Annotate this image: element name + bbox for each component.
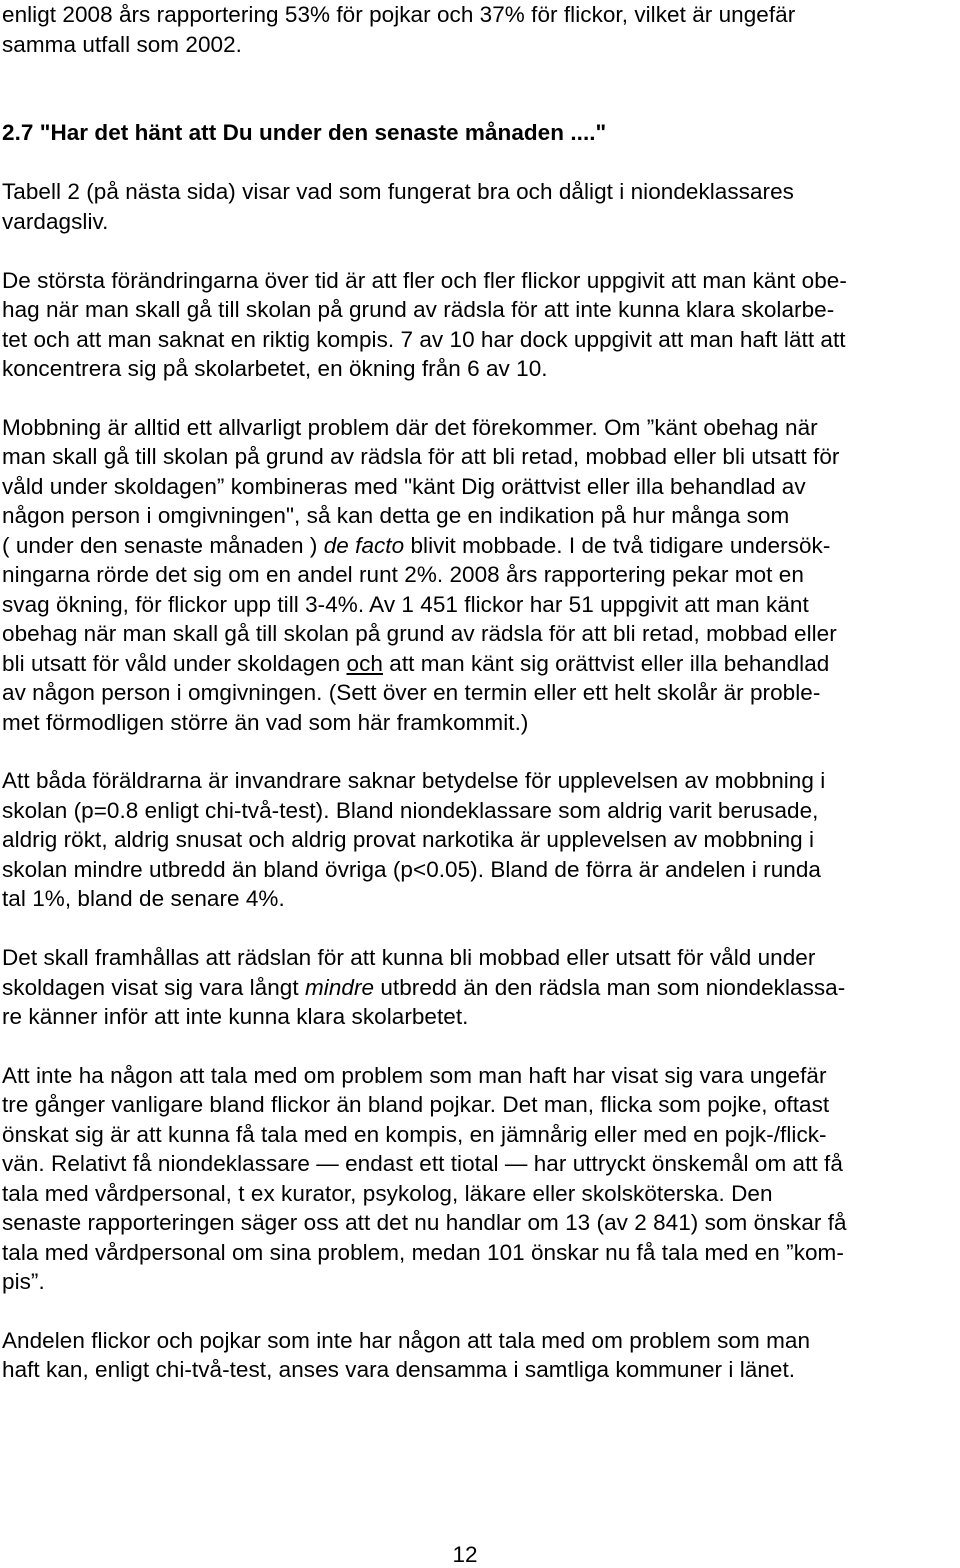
text-line: önskat sig är att kunna få tala med en kompis, en jämnårig eller med en pojk-/flick- [2, 1122, 827, 1147]
text-line: aldrig rökt, aldrig snusat och aldrig provat narkotika är upplevelsen av mobbning i [2, 827, 815, 852]
text-line: koncentrera sig på skolarbetet, en ökning från 6 av 10. [2, 356, 548, 381]
text-line: Att båda föräldrarna är invandrare saknar betydelse för upplevelsen av mobbning i [2, 768, 826, 793]
text-line: hag när man skall gå till skolan på grund av rädsla för att inte kunna klara skolarbe- [2, 297, 835, 322]
text-line: tala med vårdpersonal om sina problem, medan 101 önskar nu få tala med en ”kom- [2, 1240, 844, 1265]
text-line: våld under skoldagen” kombineras med "känt Dig orättvist eller illa behandlad av [2, 474, 806, 499]
text-line: vardagsliv. [2, 209, 109, 234]
text-line: tet och att man saknat en riktig kompis. 7 av 10 har dock uppgivit att man haft lätt att [2, 327, 846, 352]
text-run: skoldagen visat sig vara långt [2, 975, 305, 1000]
text-line: pis”. [2, 1269, 45, 1294]
italic-term: mindre [304, 975, 375, 1000]
text-line [2, 649, 829, 679]
section-heading: 2.7 "Har det hänt att Du under den senaste månaden ...." [2, 120, 607, 145]
text-run: bli utsatt för våld under skoldagen [2, 651, 347, 676]
text-line: någon person i omgivningen", så kan detta ge en indikation på hur många som [2, 503, 790, 528]
text-line [2, 531, 830, 561]
text-line: obehag när man skall gå till skolan på grund av rädsla för att bli retad, mobbad eller [2, 621, 837, 646]
text-run: blivit mobbade. I de två tidigare undersök- [404, 533, 831, 558]
text-line [2, 973, 845, 1003]
text-line: man skall gå till skolan på grund av rädsla för att bli retad, mobbad eller bli utsatt för [2, 444, 840, 469]
text-line: samma utfall som 2002. [2, 32, 242, 57]
underlined-word: och [346, 651, 383, 676]
text-line: vän. Relativt få niondeklassare — endast ett tiotal — har uttryckt önskemål om att få [2, 1151, 843, 1176]
text-line: svag ökning, för flickor upp till 3-4%. Av 1 451 flickor har 51 uppgivit att man känt [2, 592, 809, 617]
text-line: enligt 2008 års rapportering 53% för pojkar och 37% för flickor, vilket är ungefär [2, 2, 796, 27]
text-line: tala med vårdpersonal, t ex kurator, psykolog, läkare eller skolsköterska. Den [2, 1181, 773, 1206]
page-number: 12 [452, 1542, 478, 1567]
text-line: haft kan, enligt chi-två-test, anses vara densamma i samtliga kommuner i länet. [2, 1357, 796, 1382]
text-line: av någon person i omgivningen. (Sett över en termin eller ett helt skolår är proble- [2, 680, 821, 705]
text-line: tal 1%, bland de senare 4%. [2, 886, 285, 911]
text-line: re känner inför att inte kunna klara skolarbetet. [2, 1004, 469, 1029]
text-run: utbredd än den rädsla man som niondeklassa- [374, 975, 846, 1000]
text-line: Tabell 2 (på nästa sida) visar vad som fungerat bra och dåligt i niondeklassares [2, 179, 794, 204]
text-line: De största förändringarna över tid är att fler och fler flickor uppgivit att man känt obe- [2, 268, 847, 293]
text-line: ningarna rörde det sig om en andel runt 2%. 2008 års rapportering pekar mot en [2, 562, 804, 587]
text-line: senaste rapporteringen säger oss att det nu handlar om 13 (av 2 841) som önskar få [2, 1210, 847, 1235]
text-run: ( under den senaste månaden ) [2, 533, 324, 558]
text-line: Andelen flickor och pojkar som inte har någon att tala med om problem som man [2, 1328, 811, 1353]
text-line: Att inte ha någon att tala med om problem som man haft har visat sig vara ungefär [2, 1063, 827, 1088]
text-run: att man känt sig orättvist eller illa behandlad [382, 651, 830, 676]
text-line: skolan (p=0.8 enligt chi-två-test). Bland niondeklassare som aldrig varit berusade, [2, 798, 819, 823]
text-line: met förmodligen större än vad som här framkommit.) [2, 710, 529, 735]
text-line: Mobbning är alltid ett allvarligt problem där det förekommer. Om ”känt obehag när [2, 415, 818, 440]
text-line: tre gånger vanligare bland flickor än bland pojkar. Det man, flicka som pojke, oftast [2, 1092, 830, 1117]
text-line: Det skall framhållas att rädslan för att kunna bli mobbad eller utsatt för våld under [2, 945, 816, 970]
text-line: skolan mindre utbredd än bland övriga (p<0.05). Bland de förra är andelen i runda [2, 857, 821, 882]
italic-term: de facto [323, 533, 405, 558]
